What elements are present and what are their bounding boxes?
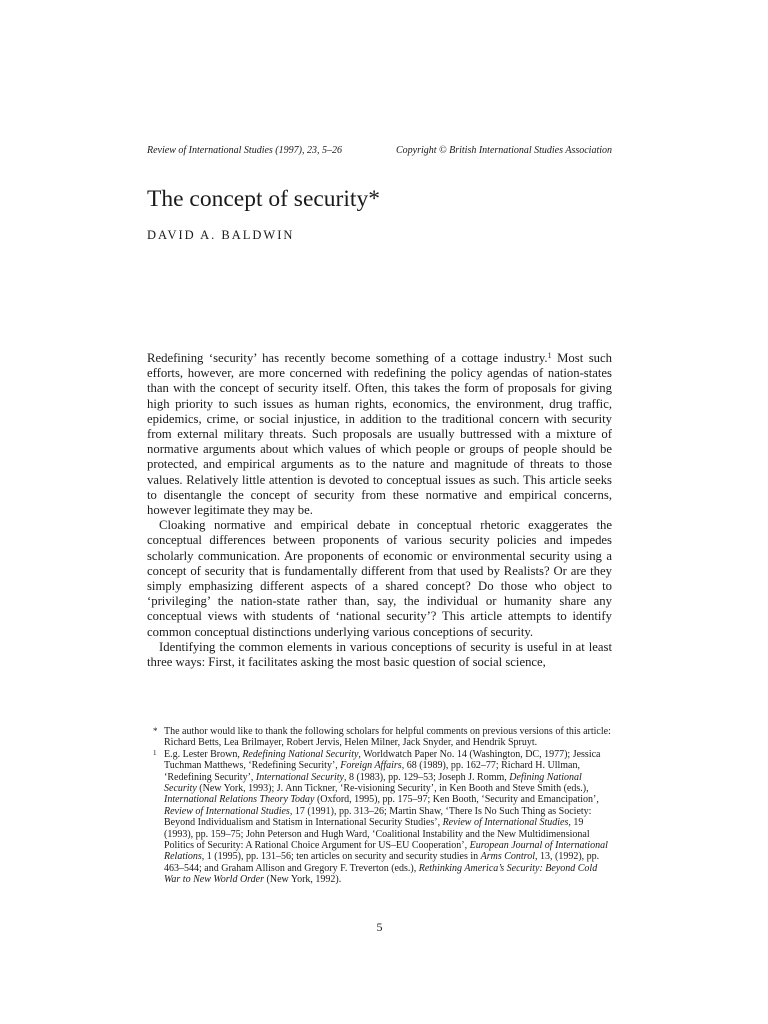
fn1-text: , 1 (1995), pp. 131–56; ten articles on security and security studies in: [201, 851, 481, 863]
fn1-work-title: European Journal of International Relations: [164, 840, 608, 863]
p1-text-a: Redefining ‘security’ has recently become something of a cottage industry.: [147, 351, 548, 365]
p1-text-b: Most such efforts, however, are more concerned with redefining the policy agendas of nation-states than with the concept of security itself. Often, this takes the form of proposals for giving high priority to such issues as human rights, economics, the environment, drug traffic, epidemics, crime, or social injustice, in addition to the traditional concern with security from external military threats. Such proposals are usually buttressed with a mixture of normative arguments about which values of which people or groups of people should be protected, and empirical arguments as to the nature and magnitude of threats to those values. Relatively little attention is devoted to conceptual issues as such. This article seeks to disentangle the concept of security from these normative and empirical concerns, however legitimate they may be.: [147, 351, 612, 518]
running-head: [147, 145, 612, 157]
fn1-text: , 13, (1992), pp. 463–544; and Graham Allison and Gregory F. Treverton (eds.),: [164, 851, 600, 874]
journal-citation: Review of International Studies (1997), 23, 5–26: [147, 145, 342, 156]
fn1-work-title: Arms Control: [480, 851, 535, 863]
fn1-text: , Worldwatch Paper No. 14 (Washington, DC, 1977); Jessica Tuchman Matthews, ‘Redefining Security’,: [164, 748, 601, 772]
article-title: The concept of security*: [147, 186, 380, 212]
fn1-work-title: International Relations Theory Today: [164, 794, 315, 806]
fn1-text: (New York, 1992).: [264, 874, 342, 886]
fn1-text: , 19 (1993), pp. 159–75; John Peterson and Hugh Ward, ‘Coalitional Instability and the New Multidimensional Politics of Security: A Rational Choice Argument for US–EU Cooperation’,: [164, 817, 590, 852]
fn1-text: E.g. Lester Brown,: [164, 748, 243, 760]
fn1-text: (Oxford, 1995), pp. 175–97; Ken Booth, ‘Security and Emancipation’,: [314, 794, 599, 806]
fn1-text: (New York, 1993); J. Ann Tickner, ‘Re-visioning Security’, in Ken Booth and Steve Smith (eds.),: [196, 783, 589, 795]
body-paragraph-3: Identifying the common elements in various conceptions of security is useful in at least three ways: First, it facilitates asking the most basic question of social science,: [147, 639, 612, 670]
fn1-work-title: Review of International Studies: [442, 817, 569, 829]
footnote-reference-1: 1: [547, 351, 552, 360]
footnotes: [147, 726, 612, 886]
article-author: DAVID A. BALDWIN: [147, 228, 295, 242]
footnote-acknowledgement: [147, 726, 612, 749]
fn1-text: , 8 (1983), pp. 129–53; Joseph J. Romm,: [343, 771, 510, 783]
copyright-notice: Copyright © British International Studies Association: [395, 145, 612, 156]
fn1-work-title: Rethinking America’s Security: Beyond Cold War to New World Order: [164, 862, 598, 886]
body-paragraph-1: [147, 351, 612, 518]
fn1-work-title: Redefining National Security: [242, 748, 359, 760]
fn1-text: , 68 (1989), pp. 162–77; Richard H. Ullman, ‘Redefining Security’,: [164, 760, 580, 783]
article-body: [147, 351, 612, 670]
footnote-1-mark: 1: [153, 748, 157, 757]
fn1-work-title: Foreign Affairs: [340, 760, 402, 772]
footnote-star-text: The author would like to thank the following scholars for helpful comments on previous versions of this article: Richard Betts, Lea Brilmayer, Robert Jervis, Helen Milner, Jack Snyder, and Hendrik Spruyt.: [164, 726, 611, 749]
fn1-work-title: International Security: [255, 771, 344, 783]
page-number: 5: [376, 920, 383, 934]
body-paragraph-2: Cloaking normative and empirical debate in conceptual rhetoric exaggerates the conceptual differences between proponents of various security policies and impedes scholarly communication. Are proponents of economic or environmental security using a concept of security that is fundamentally different from that used by Realists? Or are they simply emphasizing different aspects of a shared concept? Do those who object to ‘privileging’ the nation-state rather than, say, the individual or humanity share any conceptual views with students of ‘national security’? This article attempts to identify common conceptual distinctions underlying various conceptions of security.: [147, 518, 612, 639]
fn1-work-title: Review of International Studies: [164, 805, 290, 817]
footnote-1: [147, 749, 612, 886]
footnote-star-mark: *: [153, 726, 158, 736]
fn1-text: , 17 (1991), pp. 313–26; Martin Shaw, ‘There Is No Such Thing as Society: Beyond Individualism and Statism in International Security Studies’,: [164, 805, 592, 829]
fn1-work-title: Defining National Security: [164, 771, 582, 795]
